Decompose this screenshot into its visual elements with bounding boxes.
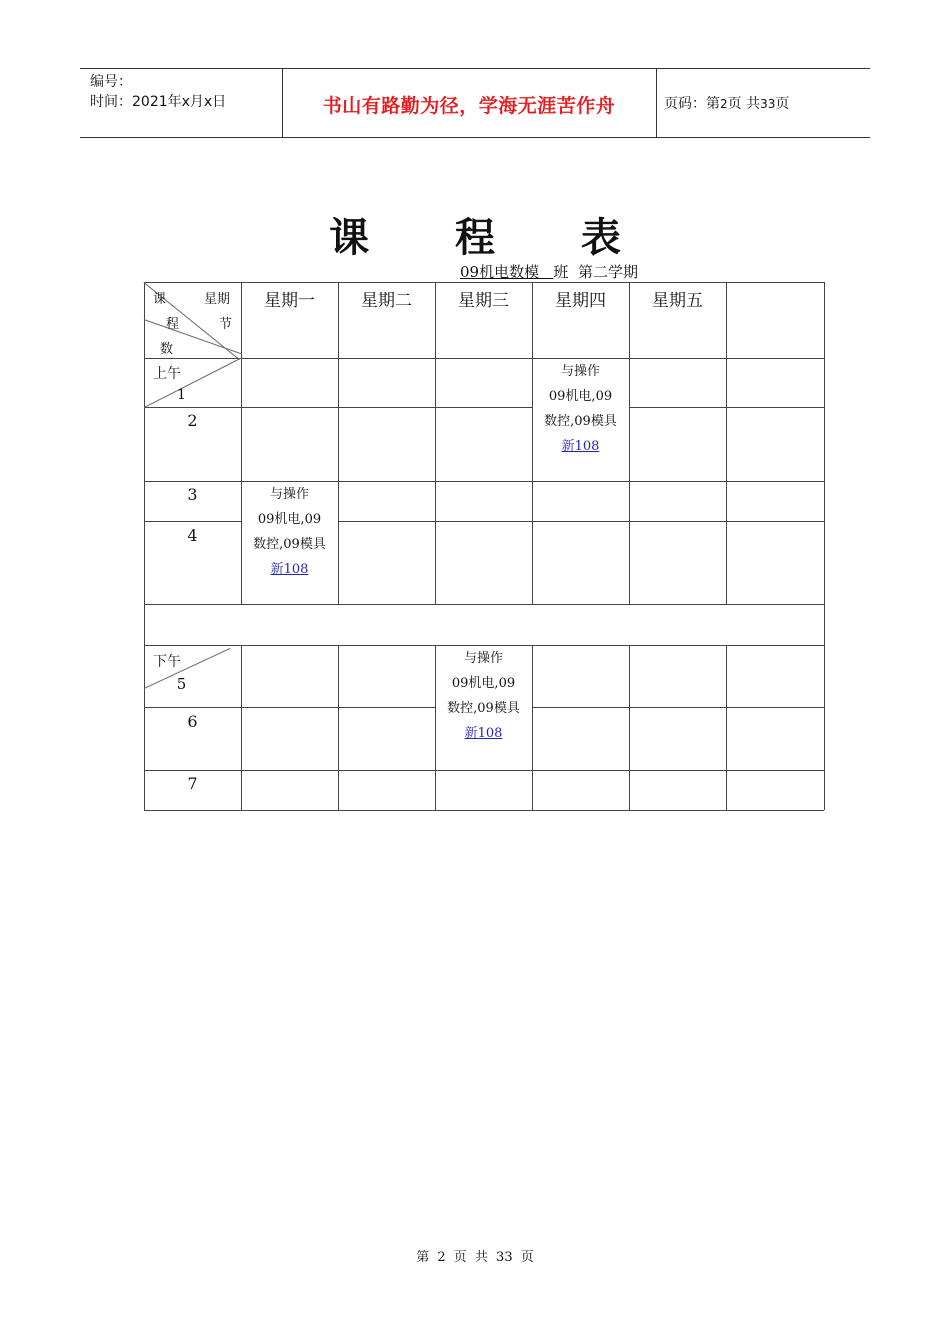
row-line [144,604,824,605]
col-line [435,282,436,604]
day-header-tuesday: 星期二 [361,291,412,311]
course-cell-wednesday-5-6[interactable] [435,646,532,746]
corner-program: 程 [166,317,180,332]
page-suffix: 页 [775,96,790,112]
page-title: 课 程 表 [329,215,657,261]
table-border [144,282,824,283]
table-border [824,282,825,810]
course-classes: 数控,09模具 [544,414,617,429]
col-line [338,282,339,604]
course-classes: 09机电,09 [548,389,613,404]
col-line [726,282,727,604]
period-6: 6 [187,712,198,731]
period-3: 3 [187,485,198,504]
page-total: 33 [760,97,776,111]
row-line [532,707,824,708]
course-classes: 09机电,09 [451,676,516,691]
period-1: 1 [177,387,186,403]
class-name: 09机电数模 [460,263,540,281]
period-4: 4 [187,526,198,545]
date-label: 时间：2021年x月x日 [90,94,227,110]
period-5: 5 [176,675,187,693]
table-border [144,810,824,811]
semester: 班 第二学期 [553,263,638,281]
course-classes: 数控,09模具 [447,701,520,716]
course-name: 与操作 [463,651,503,666]
day-header-thursday: 星期四 [555,291,606,311]
page-number: 2 [720,97,728,111]
col-line [241,645,242,810]
day-header-friday: 星期五 [652,291,703,311]
row-line [338,521,824,522]
row-line [144,707,435,708]
corner-course: 课 [153,292,167,307]
afternoon-label: 下午 [153,654,181,670]
page-footer: 第 2 页 共 33 页 [416,1250,534,1265]
page-mid: 页 共 [727,96,761,112]
course-classes: 09机电,09 [257,512,322,527]
col-line [629,282,630,604]
number-label: 编号： [90,74,132,90]
course-classes: 数控,09模具 [253,537,326,552]
morning-label: 上午 [153,366,181,382]
row-line [144,770,824,771]
day-header-wednesday: 星期三 [458,291,509,311]
course-name: 与操作 [560,364,600,379]
period-2: 2 [187,411,198,430]
period-7: 7 [187,774,198,793]
row-line [144,521,241,522]
col-line [532,645,533,810]
course-cell-thursday-1-2[interactable] [532,359,629,459]
corner-weekday: 星期 [204,292,231,307]
row-line [144,358,824,359]
motto: 书山有路勤为径，学海无涯苦作舟 [322,95,616,117]
page-prefix: 页码：第 [664,96,720,112]
course-name: 与操作 [269,487,309,502]
course-room-link[interactable]: 新108 [464,726,503,741]
col-line [726,645,727,810]
corner-count: 数 [160,342,174,357]
course-room-link[interactable]: 新108 [270,562,309,577]
corner-section: 节 [219,317,233,332]
col-line [338,645,339,810]
course-cell-monday-3-4[interactable] [241,482,338,582]
course-room-link[interactable]: 新108 [561,439,600,454]
day-header-monday: 星期一 [264,291,315,311]
col-line [629,645,630,810]
